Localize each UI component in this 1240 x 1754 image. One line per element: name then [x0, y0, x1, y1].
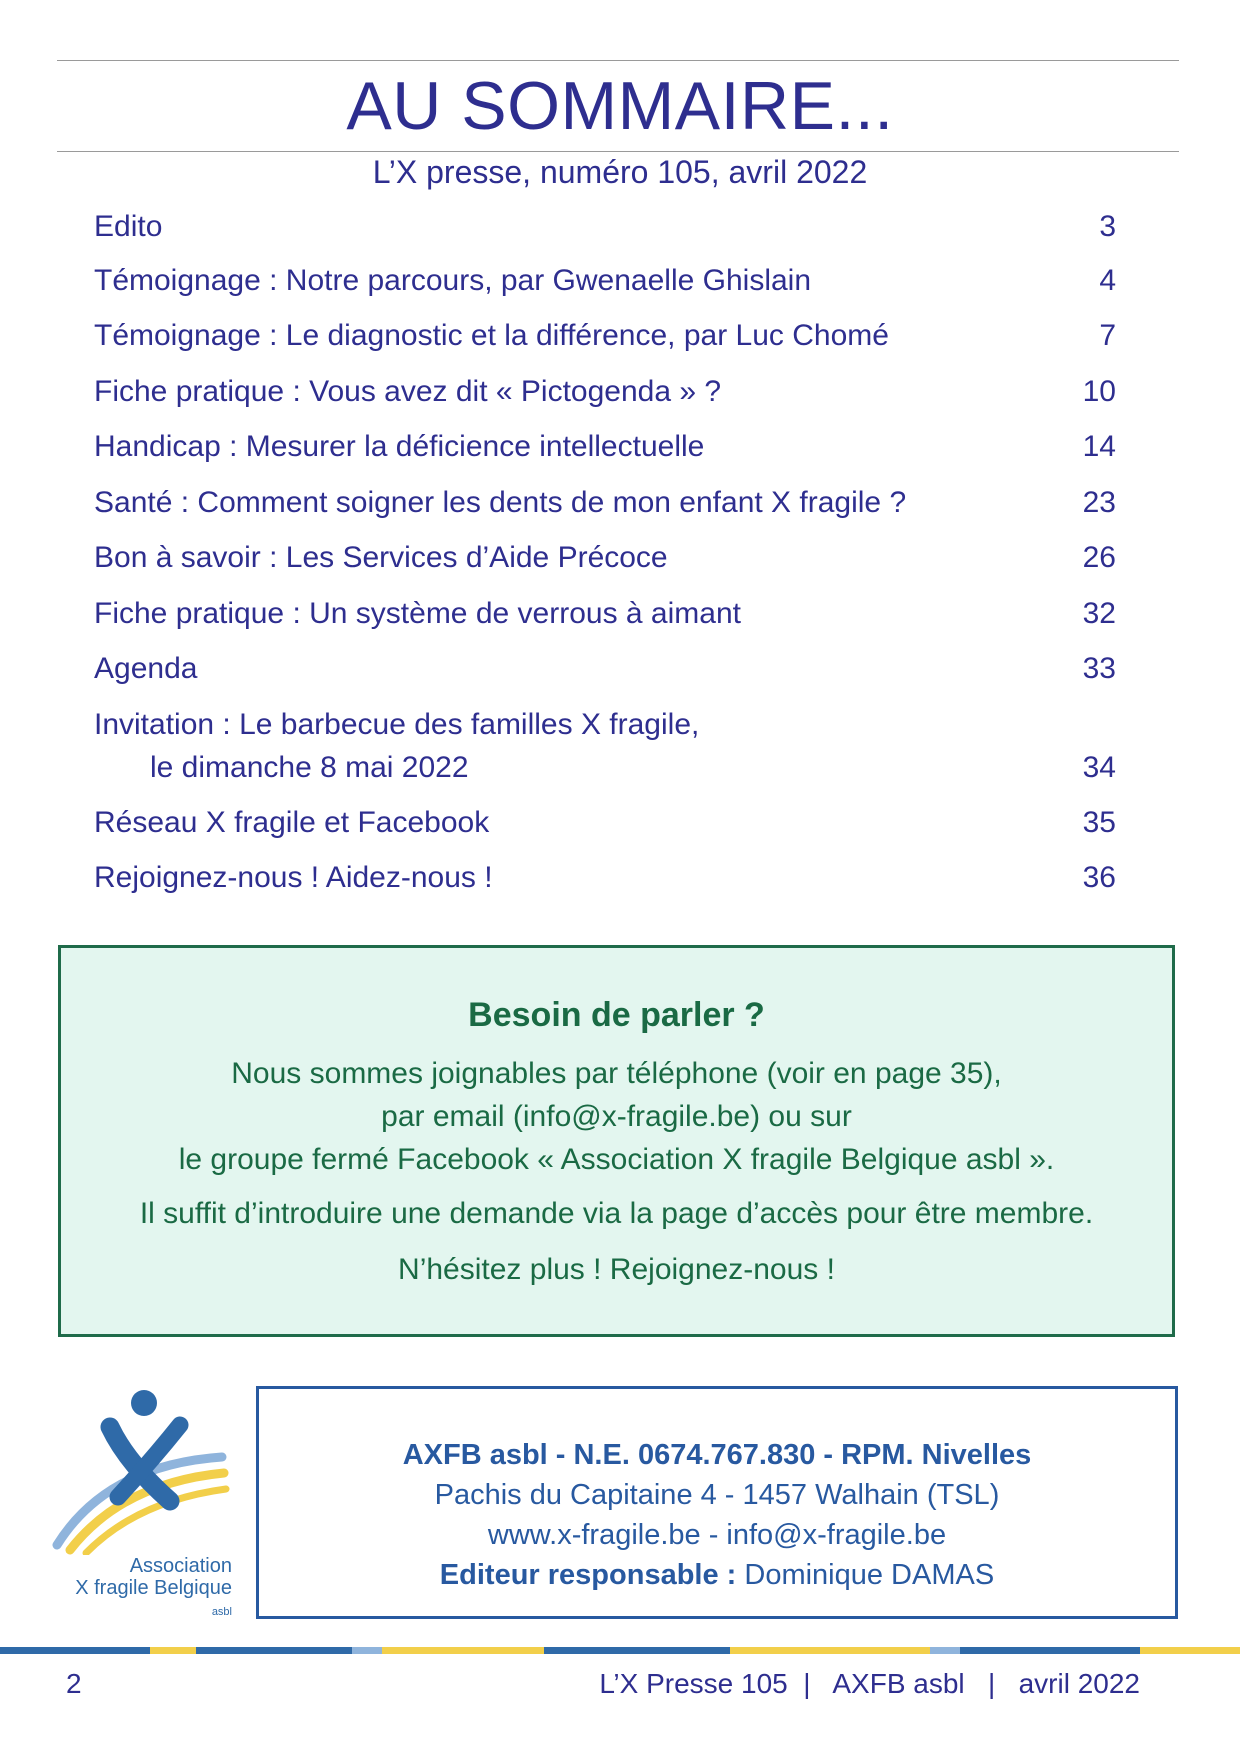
contact-box-line: N’hésitez plus ! Rejoignez-nous ! [398, 1253, 835, 1286]
x-figure-icon [52, 1385, 232, 1555]
logo-line-1: Association [129, 1555, 232, 1577]
toc-entry-label-continued: le dimanche 8 mai 2022 [150, 751, 469, 784]
toc-entry-label: Fiche pratique : Vous avez dit « Pictogenda » ? [94, 375, 722, 408]
toc-entry-label: Fiche pratique : Un système de verrous à aimant [94, 597, 741, 630]
footer-color-band [0, 1647, 1240, 1654]
toc-entry-page: 34 [1082, 751, 1116, 784]
publisher-registration: AXFB asbl - N.E. 0674.767.830 - RPM. Nivelles [402, 1439, 1032, 1471]
logo-line-3: asbl [211, 1606, 232, 1618]
toc-entry-page: 10 [1082, 375, 1116, 408]
toc-entry-page: 14 [1082, 430, 1116, 463]
toc-entry-label: Réseau X fragile et Facebook [94, 806, 490, 839]
publisher-address: Pachis du Capitaine 4 - 1457 Walhain (TSL) [434, 1479, 1000, 1511]
toc-entry-label: Témoignage : Le diagnostic et la différence, par Luc Chomé [94, 319, 889, 352]
toc-entry-label: Bon à savoir : Les Services d’Aide Précoce [94, 541, 668, 574]
logo-line-2: X fragile Belgique [75, 1577, 232, 1599]
toc-entry-page: 33 [1082, 652, 1116, 685]
publisher-web-email: www.x-fragile.be - info@x-fragile.be [487, 1519, 947, 1551]
toc-entry-page: 36 [1082, 861, 1116, 894]
publisher-editor [259, 1557, 1175, 1593]
toc-entry-label: Agenda [94, 652, 198, 685]
toc-entry-label: Témoignage : Notre parcours, par Gwenaelle Ghislain [94, 264, 812, 297]
page-number: 2 [66, 1668, 82, 1699]
page-title: AU SOMMAIRE... [346, 68, 894, 144]
contact-box-line: Il suffit d’introduire une demande via la page d’accès pour être membre. [139, 1197, 1094, 1230]
contact-box [58, 945, 1175, 1337]
toc-entry-page: 32 [1082, 597, 1116, 630]
toc-entry[interactable] [94, 706, 1116, 787]
contact-box-title: Besoin de parler ? [468, 996, 765, 1034]
contact-box-line: par email (info@x-fragile.be) ou sur [381, 1100, 852, 1133]
toc-entry-page: 35 [1082, 806, 1116, 839]
top-rule [57, 60, 1179, 61]
publisher-info-box [256, 1386, 1178, 1619]
issue-subtitle: L’X presse, numéro 105, avril 2022 [372, 154, 868, 190]
footer-publication-info: L’X Presse 105 | AXFB asbl | avril 2022 [599, 1668, 1140, 1699]
toc-entry-label: Handicap : Mesurer la déficience intellectuelle [94, 430, 705, 463]
toc-entry-label: Santé : Comment soigner les dents de mon enfant X fragile ? [94, 486, 907, 519]
toc-entry-page: 4 [1099, 264, 1116, 297]
contact-box-line: le groupe fermé Facebook « Association X fragile Belgique asbl ». [178, 1143, 1055, 1176]
toc-entry-page: 23 [1082, 486, 1116, 519]
contact-box-line: Nous sommes joignables par téléphone (voir en page 35), [231, 1057, 1002, 1090]
toc-entry-label: Rejoignez-nous ! Aidez-nous ! [94, 861, 493, 894]
toc-entry-page: 26 [1082, 541, 1116, 574]
editor-label: Editeur responsable : [439, 1559, 737, 1591]
toc-entry-label: Edito [94, 210, 163, 243]
toc-entry-label: Invitation : Le barbecue des familles X fragile, [94, 708, 700, 741]
association-logo [52, 1385, 232, 1625]
editor-name: Dominique DAMAS [736, 1559, 995, 1591]
toc-entry-page: 7 [1099, 319, 1116, 352]
toc-entry-page: 3 [1099, 210, 1116, 243]
